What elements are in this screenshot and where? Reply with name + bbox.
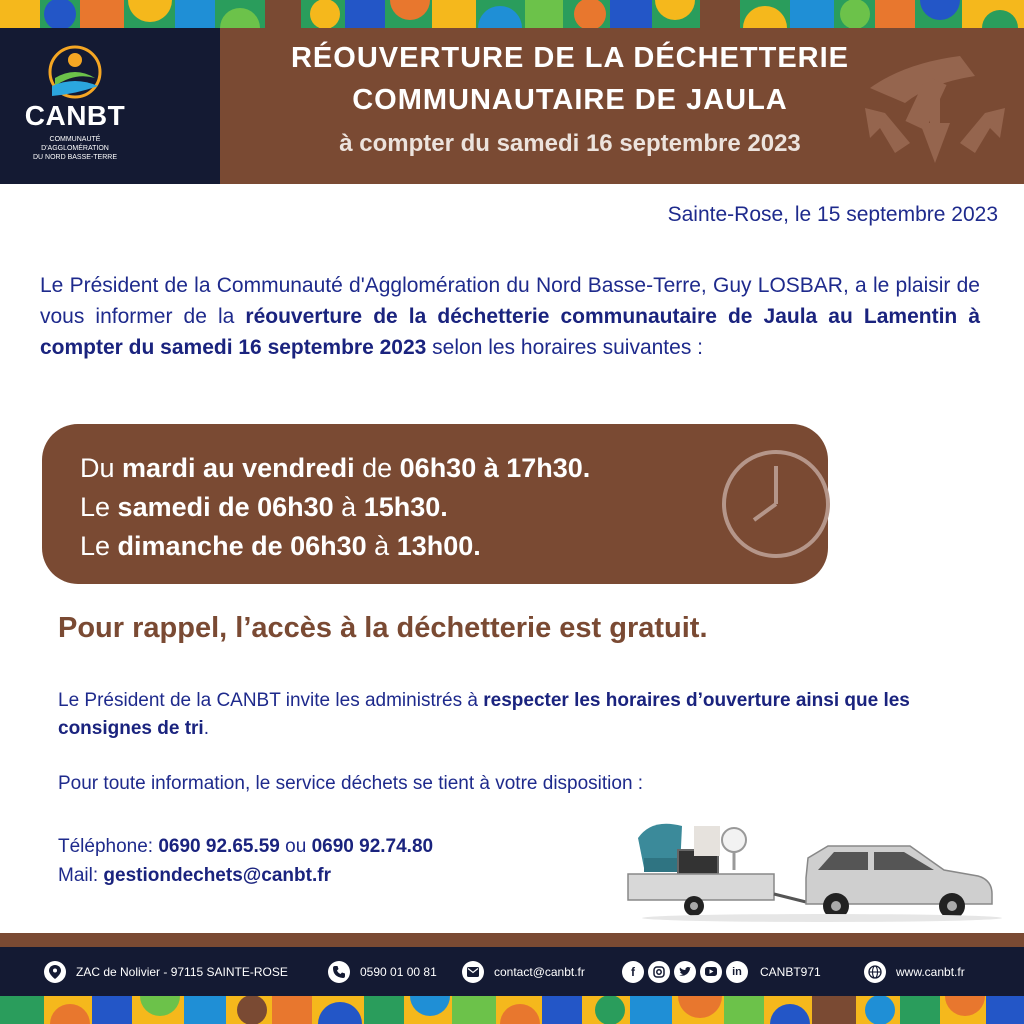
footer-brown-band [0, 933, 1024, 947]
phone-icon [328, 961, 350, 983]
hours-lines [80, 449, 590, 566]
top-decorative-pattern [0, 0, 1024, 28]
globe-icon [864, 961, 886, 983]
social-handle: CANBT971 [760, 964, 821, 979]
header-subtitle: à compter du samedi 16 septembre 2023 [339, 130, 801, 157]
brand-name: CANBT [24, 100, 126, 131]
hours-saturday: Le samedi de 06h30 à 15h30. [80, 492, 448, 522]
twitter-icon[interactable] [674, 961, 696, 983]
envelope-icon [462, 961, 484, 983]
instagram-icon[interactable] [648, 961, 670, 983]
contact-phone: Téléphone: 0690 92.65.59 ou 0690 92.74.80 [58, 836, 434, 857]
hours-sunday: Le dimanche de 06h30 à 13h00. [80, 531, 481, 561]
reminder-heading: Pour rappel, l’accès à la déchetterie est gratuit. [58, 612, 708, 644]
info-line: Pour toute information, le service déchets se tient à votre disposition : [58, 773, 644, 794]
youtube-icon[interactable] [700, 961, 722, 983]
footer-website[interactable]: www.canbt.fr [864, 947, 965, 996]
contact-mail: Mail: gestiondechets@canbt.fr [58, 865, 331, 886]
invite-paragraph: Le Président de la CANBT invite les administrés à respecter les horaires d’ouverture ainsi que les consignes de tri. [58, 690, 910, 739]
title-line-1: RÉOUVERTURE DE LA DÉCHETTERIE [290, 42, 850, 74]
header-banner [0, 28, 1024, 184]
hours-weekdays: Du mardi au vendredi de 06h30 à 17h30. [80, 453, 591, 483]
linkedin-icon[interactable]: in [726, 961, 748, 983]
footer-address: ZAC de Nolivier - 97115 SAINTE-ROSE [44, 947, 288, 996]
footer-phone[interactable]: 0590 01 00 81 [328, 947, 437, 996]
title-line-2: COMMUNAUTAIRE DE JAULA [352, 84, 788, 116]
footer-email[interactable]: contact@canbt.fr [462, 947, 585, 996]
location-pin-icon [44, 961, 66, 983]
bottom-decorative-pattern [0, 996, 1024, 1024]
car-trailer-illustration [622, 818, 1002, 928]
canbt-logo-icon [0, 38, 150, 108]
clock-icon [718, 438, 838, 568]
footer-social [622, 947, 821, 996]
place-date: Sainte-Rose, le 15 septembre 2023 [667, 203, 998, 226]
intro-paragraph: Le Président de la Communauté d'Agglomération du Nord Basse-Terre, Guy LOSBAR, a le plaisir de vous informer de la réouverture de la déchetterie communautaire de Jaula au Lamentin à compter du samedi 16 septembre 2023 selon les horaires suivantes : [40, 274, 980, 359]
contact-block [58, 832, 433, 890]
footer-bar [0, 947, 1024, 996]
logo-box [0, 28, 220, 184]
brand-subtitle: COMMUNAUTÉ D'AGGLOMÉRATION DU NORD BASSE-TERRE [32, 136, 117, 161]
facebook-icon[interactable]: f [622, 961, 644, 983]
